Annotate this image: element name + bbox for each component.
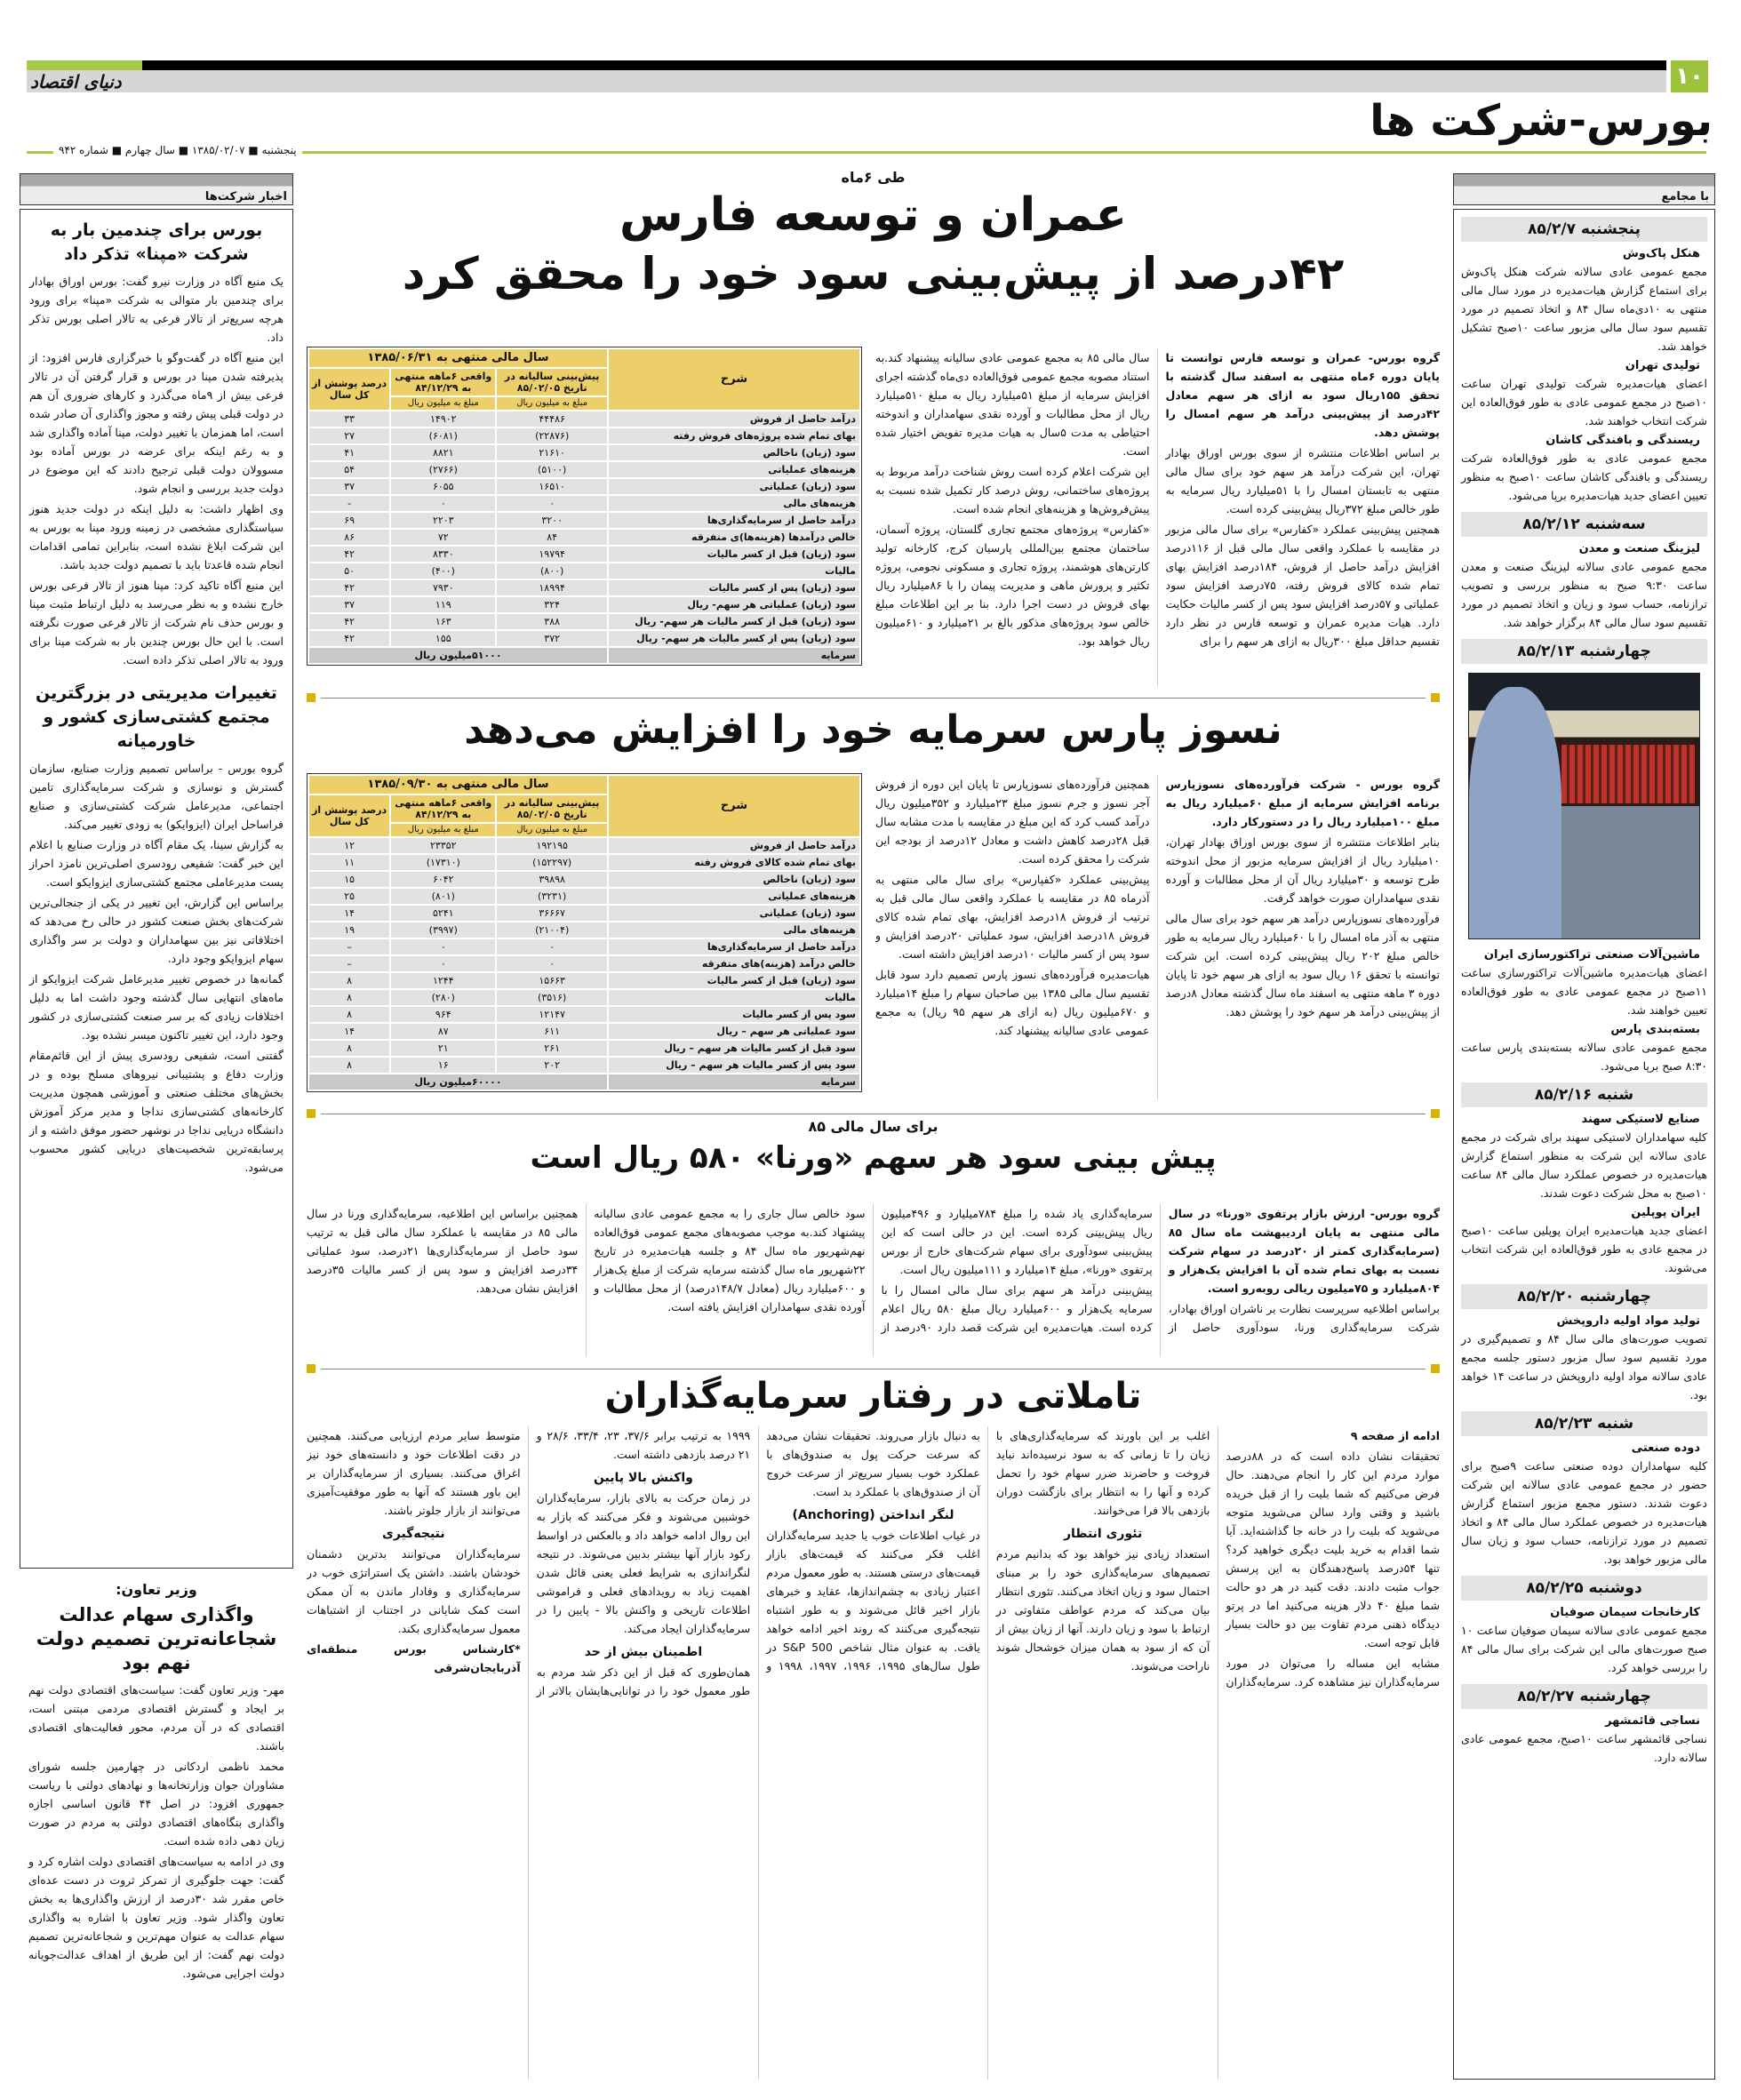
article-kicker: طی ۶ماه xyxy=(841,169,906,186)
paragraph: به دنبال بازار می‌روند. تحقیقات نشان می‌دهد که سرعت حرکت پول به صندوق‌های با عملکرد خوب بسیار سریع‌تر از سرعت خروج آن از صندوق‌های با عملکرد بد است. xyxy=(766,1429,980,1498)
actual-value: (۲۷۶۶) xyxy=(391,462,495,477)
row-description: بهای تمام شده پروژه‌های فروش رفته xyxy=(609,428,859,443)
paragraph: مهر- وزیر تعاون گفت: سیاست‌های اقتصادی دولت نهم بر ایجاد و گسترش اقتصادی مردمی مبتنی است، اقتصادی که در آن مردم، محور فعالیت‌های اقتصادی باشند. xyxy=(28,1683,284,1753)
actual-value: ۸۸۲۱ xyxy=(391,445,495,460)
actual-value: (۳۹۹۷) xyxy=(391,922,495,938)
table-row xyxy=(309,1007,859,1022)
company-name: بسته‌بندی پارس xyxy=(1610,1023,1700,1036)
forecast-value: ۱۹۷۹۴ xyxy=(497,547,607,562)
row-description: مالیات xyxy=(609,563,859,579)
assembly-notice: مجمع عمومی عادی سالانه بسته‌بندی پارس ساعت ۸:۳۰ صبح برپا می‌شود. xyxy=(1461,1041,1707,1073)
paragraph: «کفارس» پروژه‌های مجتمع تجاری گلستان، پروژه آسمان، ساختمان مجتمع بین‌المللی پارسیان کرج، کارخانه تولید کارتن‌های هوشمند، پروژه تجاری و مسکونی نجومی، پروژه تکثیر و پرورش ماهی و مدیریت پیمان را با ۸۶میلیارد ریال بهای فروش در دست اجرا دارد. بنا بر این اطلاعات مبلغ خالص سود پروژه‌های مذکور بالغ بر ۲۱میلیارد و ۶۱۰میلیون ریال خواهد بود. xyxy=(875,523,1150,648)
coverage-percent: ۸ xyxy=(309,1007,389,1022)
forecast-value: ۱۵۶۶۳ xyxy=(497,973,607,988)
paragraph: براساس اطلاعیه سرپرست نظارت بر ناشران اوراق بهادار، شرکت سرمایه‌گذاری ورنا، سودآوری حاصل از سرمایه‌گذاری یاد شده را مبلغ ۷۸۴میلیارد و ۴۹۶میلیون ریال پیش‌بینی کرده است. این در حالی است که این پیش‌بینی سودآوری برای سهام شرکت‌های خارج از بورس پرتفوی «ورنا»، مبلغ ۱۴میلیارد و ۱۱۱میلیون ریال است. xyxy=(881,1207,1440,1334)
financial-table-nasouz-pars xyxy=(307,773,862,1092)
row-description: سود پس از کسر مالیات هر سهم – ریال xyxy=(609,1058,859,1073)
forecast-value: ۱۶۵۱۰ xyxy=(497,479,607,494)
person-silhouette xyxy=(1469,687,1561,938)
column-header-coverage: درصد پوشش از کل سال xyxy=(309,369,389,410)
lead-paragraph: گروه بورس- عمران و توسعه فارس توانست تا پایان دوره ۶ماه منتهی به اسفند سال گذشته با تحقق ۱۵۵ریال سود به ازای هر سهم معادل ۴۲درصد از پیش‌بینی درآمد هر سهم امسال را پوشش دهد. xyxy=(1165,351,1440,439)
forecast-value: ۰ xyxy=(497,939,607,954)
company-news-box xyxy=(20,209,293,1569)
table-header-row xyxy=(309,776,859,794)
article-body xyxy=(875,348,1440,686)
forecast-value: (۲۱۰۰۴) xyxy=(497,922,607,938)
company-name: هنکل پاک‌وش xyxy=(1622,247,1700,260)
right-column xyxy=(1453,173,1715,2080)
table-row xyxy=(309,889,859,904)
day-header: سه‌شنبه ۸۵/۲/۱۲ xyxy=(1461,512,1707,537)
forecast-value: (۳۵۱۶) xyxy=(497,990,607,1005)
table-row xyxy=(309,631,859,646)
assembly-notice: مجمع عمومی عادی به طور فوق‌العاده شرکت ریسندگی و بافندگی کاشان ساعت ۱۰صبح به منظور تعیین اعضای جدید هیات‌مدیره برپا می‌شود. xyxy=(1461,451,1707,502)
actual-value: (۶۰۸۱) xyxy=(391,428,495,443)
coverage-percent: ۱۹ xyxy=(309,922,389,938)
assembly-notice: اعضای هیات‌مدیره شرکت تولیدی تهران ساعت ۱۰صبح در مجمع عمومی عادی به طور فوق‌العاده این شرکت انتخاب خواهند شد. xyxy=(1461,377,1707,427)
actual-value: ۷۹۳۰ xyxy=(391,580,495,595)
capital-label: سرمایه xyxy=(609,648,859,663)
table-row xyxy=(309,1041,859,1056)
paragraph: همچنین فرآورده‌های نسوزپارس تا پایان این دوره از فروش آجر نسوز و جرم نسوز مبلغ ۲۳میلیارد و ۳۵۲میلیون ریال درآمد کسب کرد که این مبلغ در مقایسه با مدت مشابه سال قبل ۲۸درصد کاهش داشت و معادل ۱۲درصد از بودجه این شرکت را محقق کرده است. xyxy=(875,778,1150,866)
paragraph: محمد ناظمی اردکانی در چهارمین جلسه شورای مشاوران جوان وزارتخانه‌ها و نهادهای دولتی با ریاست جمهوری افزود: در اصل ۴۴ قانون اساسی اجازه واگذاری بنگاه‌های اقتصادی دولتی به مردم در صورت زیان دهی داده شده است. xyxy=(28,1760,285,1848)
actual-value: ۰ xyxy=(391,939,495,954)
coverage-percent: ۲۷ xyxy=(309,428,389,443)
column-header-actual: واقعی ۶ماهه منتهی به ۸۴/۱۲/۲۹ xyxy=(391,369,495,395)
row-description: سود (زیان) عملیاتی xyxy=(609,906,859,921)
divider-square xyxy=(1431,1109,1440,1118)
table-row xyxy=(309,922,859,938)
paragraph: وی اظهار داشت: به دلیل اینکه در دولت جدید هنوز سیاستگذاری مشخصی در زمینه ورود مپنا به بورس به این شرکت ابلاغ نشده است، بنابراین تمامی اقدامات انجام شده قاعدتا باید با تصمیم دولت جدید باشد. xyxy=(29,502,284,571)
assembly-notice: تصویب صورت‌های مالی سال ۸۴ و تصمیم‌گیری در مورد تقسیم سود سال مزبور دستور جلسه مجمع عادی سالانه مواد اولیه داروپخش در ساعت ۱۴ خواهد بود. xyxy=(1461,1332,1707,1401)
subheading: لنگر انداختن (Anchoring) xyxy=(792,1508,954,1522)
row-description: سود (زیان) پس از کسر مالیات xyxy=(609,580,859,595)
article-headline: تاملاتی در رفتار سرمایه‌گذاران xyxy=(604,1376,1142,1417)
assembly-notice: اعضای جدید هیات‌مدیره ایران پوپلین ساعت ۱۰صبح در مجمع عادی به طور فوق‌العاده این شرکت انتخاب می‌شوند. xyxy=(1461,1224,1707,1274)
actual-value: ۱۴۹۰۲ xyxy=(391,411,495,427)
paragraph: این شرکت اعلام کرده است روش شناخت درآمد مربوط به پروژه‌های ساختمانی، روش درصد کار تکمیل شده نسبت به پیش‌فروش‌ها و هزینه‌های انجام شده است. xyxy=(875,465,1150,515)
table-row xyxy=(309,428,859,443)
dateline: پنجشنبه ■ ۱۳۸۵/۰۲/۰۷ ■ سال چهارم ■ شماره ۹۴۲ xyxy=(53,144,302,156)
right-column-header: با مجامع xyxy=(1453,173,1715,205)
page-number: ۱۰ xyxy=(1671,60,1708,92)
actual-value: ۷۲ xyxy=(391,530,495,545)
assembly-notice: مجمع عمومی عادی سالانه شرکت هنکل پاک‌وش برای استماع گزارش هیات‌مدیره در مورد سال مالی منتهی به ۱۰دی‌ماه سال ۸۴ و اتخاذ تصمیم در مورد تقسیم سود سال مالی مزبور ساعت ۱۰صبح تشکیل خواهد شد. xyxy=(1461,265,1708,353)
table-row xyxy=(309,445,859,460)
table-row xyxy=(309,462,859,477)
story-body xyxy=(29,759,284,1177)
coverage-percent: ۸ xyxy=(309,1058,389,1073)
row-description: مالیات xyxy=(609,990,859,1005)
assembly-notice: مجمع عمومی عادی سالانه لیزینگ صنعت و معدن ساعت ۹:۳۰ صبح به منظور بررسی و تصویب ترازنامه، حساب سود و زیان و اتخاذ تصمیم در مورد تقسیم سود سال مالی ۸۴ برگزار خواهد شد. xyxy=(1461,560,1707,629)
forecast-value: ۳۸۸ xyxy=(497,614,607,629)
forecast-value: ۰ xyxy=(497,496,607,511)
row-description: سود (زیان) ناخالص xyxy=(609,445,859,460)
table-row xyxy=(309,838,859,853)
coverage-percent: ۴۱ xyxy=(309,445,389,460)
article-body xyxy=(307,1426,1440,2080)
table-row xyxy=(309,973,859,988)
forecast-value: ۱۹۲۱۹۵ xyxy=(497,838,607,853)
capital-value: ۶۰۰۰۰میلیون ریال xyxy=(309,1074,607,1090)
coverage-percent: ۴۲ xyxy=(309,580,389,595)
column-header-actual: واقعی ۶ماهه منتهی به ۸۴/۱۲/۲۹ xyxy=(391,795,495,822)
assemblies-schedule xyxy=(1453,209,1715,2080)
table-row xyxy=(309,547,859,562)
forecast-value: ۱۸۹۹۴ xyxy=(497,580,607,595)
article-varna xyxy=(307,1118,1440,1181)
unit-label: مبلغ به میلیون ریال xyxy=(391,824,495,836)
actual-value: ۱۶۳ xyxy=(391,614,495,629)
actual-value: ۱۶ xyxy=(391,1058,495,1073)
story-headline: تغییرات مدیریتی در بزرگترین مجتمع کشتی‌سازی کشور و خاورمیانه xyxy=(36,683,277,751)
coverage-percent: – xyxy=(309,956,389,971)
paragraph: همچنین پیش‌بینی عملکرد «کفارس» برای سال مالی مزبور در مقایسه با عملکرد واقعی سال مالی قبل از ۱۱۶درصد افزایش درآمد حاصل از فروش، ۱۸۴درصد افزایش بهای تمام شده کالای فروش رفته، ۷۵درصد افزایش سود عملیاتی و ۵۷درصد افزایش سود پس از کسر مالیات حکایت دارد. هیات مدیره عمران و توسعه فارس در نظر دارد تقسیم حداقل مبلغ ۳۰۰ریال به ازای هر سهم را برای xyxy=(1165,523,1440,648)
coverage-percent: ۳۳ xyxy=(309,411,389,427)
table-row xyxy=(309,614,859,629)
day-header: چهارشنبه ۸۵/۲/۲۰ xyxy=(1461,1284,1707,1309)
fiscal-period-header: سال مالی منتهی به ۱۳۸۵/۰۶/۳۱ xyxy=(309,349,607,367)
row-description: سود (زیان) عملیاتی هر سهم- ریال xyxy=(609,597,859,612)
article-headline: عمران و توسعه فارس xyxy=(619,188,1127,242)
row-description: هزینه‌های عملیاتی xyxy=(609,889,859,904)
paragraph: گمانه‌ها در خصوص تغییر مدیرعامل شرکت ایزوایکو از ماه‌های انتهایی سال گذشته وجود داشت اما به دلیل اختلافات زیادی که بر سر صنعت کشتی‌سازی در کشور وجود دارد، این تغییر تاکنون میسر نشده بود. xyxy=(29,972,284,1042)
table-row xyxy=(309,1024,859,1039)
divider-square xyxy=(1431,693,1440,702)
coverage-percent: ۲۵ xyxy=(309,889,389,904)
table-row xyxy=(309,479,859,494)
row-description: درآمد حاصل از فروش xyxy=(609,411,859,427)
top-green-accent xyxy=(27,60,142,70)
row-description: سود (زیان) قبل از کسر مالیات xyxy=(609,547,859,562)
assembly-notice: کلیه سهامداران لاستیکی سهند برای شرکت در مجمع عادی سالانه این شرکت به منظور استماع گزارش هیات‌مدیره در خصوص عملکرد سال مالی ۸۴ ساعت ۱۰صبح به محل شرکت دعوت شدند. xyxy=(1461,1130,1707,1200)
table-row xyxy=(309,580,859,595)
row-description: سود (زیان) قبل از کسر مالیات هر سهم- ریال xyxy=(609,614,859,629)
minister-story xyxy=(20,1569,293,1983)
coverage-percent: ۱۴ xyxy=(309,906,389,921)
day-header: دوشنبه ۸۵/۲/۲۵ xyxy=(1461,1576,1707,1601)
table-row xyxy=(309,872,859,887)
company-name: تولیدی تهران xyxy=(1625,359,1700,372)
coverage-percent: ۶۹ xyxy=(309,513,389,528)
left-column xyxy=(20,173,293,1984)
company-name: لیزینگ صنعت و معدن xyxy=(1578,542,1700,555)
story-body xyxy=(28,1681,284,1983)
paragraph: بنابر اطلاعات منتشره از سوی بورس اوراق بهادار تهران، ۱۰میلیارد ریال از افزایش سرمایه مزبور از محل اندوخته طرح توسعه و ۳۰میلیارد ریال آن از محل مطالبات و آورده نقدی سهامداران صورت خواهد گرفت. xyxy=(1165,835,1440,905)
row-description: هزینه‌های مالی xyxy=(609,496,859,511)
forecast-value: ۴۴۴۸۶ xyxy=(497,411,607,427)
forecast-value: ۸۴ xyxy=(497,530,607,545)
paragraph: همچنین براساس این اطلاعیه، سرمایه‌گذاری ورنا در سال مالی ۸۵ در مقایسه با عملکرد سال مالی قبل به ترتیب سود حاصل از سرمایه‌گذاری‌ها ۲۱درصد، سود عملیاتی ۳۴درصد افزایش و سود پس از کسر مالیات ۳۵درصد افزایش نشان می‌دهد. xyxy=(307,1207,579,1295)
column-header-forecast: پیش‌بینی سالیانه در تاریخ ۸۵/۰۲/۰۵ xyxy=(497,369,607,395)
paragraph: پیش‌بینی عملکرد «کفپارس» برای سال مالی منتهی به آذرماه ۸۵ در مقایسه با عملکرد واقعی سال مالی قبل به ترتیب از فروش ۱۸درصد افزایش، بهای تمام شده کالای فروش ۱۸درصد افزایش، سود عملیاتی ۲۰درصد افزایش و سود پس از کسر مالیات ۱۰درصد افزایش داشته است. xyxy=(875,873,1150,961)
forecast-value: ۳۲۰۰ xyxy=(497,513,607,528)
paragraph: این منبع آگاه تاکید کرد: مپنا هنوز از تالار فرعی بورس خارج نشده و به نظر می‌رسد به دلیل ارتباط مثبت مپنا و بورس حذف نام شرکت از تالار فرعی صورت نگرفته است. با این حال بورس چندین بار به شرکت مپنا برای ورود به تالار اصلی تذکر داده است. xyxy=(29,579,284,667)
coverage-percent: ۵۰ xyxy=(309,563,389,579)
company-name: صنایع لاستیکی سهند xyxy=(1581,1113,1700,1126)
paragraph: استعداد زیادی نیز خواهد بود که بدانیم مردم تصمیم‌های سرمایه‌گذاری خود را بر مبنای احتمال سود و زیان اتخاذ می‌کنند. تئوری انتظار بیان می‌کند که مردم عواطف متفاوتی در ارتباط با سود و زیان دارند. آنها از زیان بیش از آن که از سود به همان میزان خوشحال شوند ناراحت می‌شوند. xyxy=(995,1547,1210,1673)
company-name: ریسندگی و بافندگی کاشان xyxy=(1545,434,1700,447)
row-description: درآمد حاصل از سرمایه‌گذاری‌ها xyxy=(609,513,859,528)
forecast-value: (۳۲۳۱) xyxy=(497,889,607,904)
forecast-value: ۳۶۶۶۷ xyxy=(497,906,607,921)
article-body xyxy=(875,775,1440,1099)
day-header: چهارشنبه ۸۵/۲/۲۷ xyxy=(1461,1684,1707,1709)
forecast-value: ۳۲۴ xyxy=(497,597,607,612)
row-description: سود (زیان) ناخالص xyxy=(609,872,859,887)
coverage-percent: ۱۴ xyxy=(309,1024,389,1039)
row-description: درآمد حاصل از سرمایه‌گذاری‌ها xyxy=(609,939,859,954)
paragraph: فرآورده‌های نسوزپارس درآمد هر سهم خود برای سال مالی منتهی به آذر ماه امسال را با ۶۰میلیارد ریال سرمایه به طور خالص مبلغ ۲۰۲ ریال پیش‌بینی کرده است. این شرکت توانسته با تحقق ۱۶ ریال سود به ازای هر سهم خود تا پایان دوره ۳ ماهه منتهی به اسفند ماه سال گذشته معادل ۸درصد از پیش‌بینی درآمد هر سهم خود را پوشش دهد. xyxy=(1165,912,1440,1018)
unit-label: مبلغ به میلیون ریال xyxy=(497,397,607,410)
column-header-forecast: پیش‌بینی سالیانه در تاریخ ۸۵/۰۲/۰۵ xyxy=(497,795,607,822)
forecast-value: (۸۰۰) xyxy=(497,563,607,579)
table-row xyxy=(309,563,859,579)
paragraph: تحقیقات نشان داده است که در ۸۸درصد موارد مردم این کار را انجام می‌دهند. حال فرض می‌کنیم که شما بلیت را از قبل خریده باشید و وقتی وارد سالن می‌شوید متوجه می‌شوید که بلیت را در خانه جا گذاشته‌اید. آیا شما اقدام به خرید بلیت دیگری خواهید کرد؟ تنها ۵۴درصد پاسخ‌دهندگان به این پرسش جواب مثبت دادند. دقت کنید در هر دو حالت شما مبلغ ۴۰ دلار هزینه می‌کنید اما در پرتو دیدگاه ذهنی مردم تفاوت بین دو حالت بسیار قابل توجه است. xyxy=(1226,1449,1440,1649)
table-row xyxy=(309,411,859,427)
row-description: سود پس از کسر مالیات xyxy=(609,1007,859,1022)
table-row xyxy=(309,597,859,612)
divider-square xyxy=(307,693,315,702)
table-row xyxy=(309,513,859,528)
subheading: نتیجه‌گیری xyxy=(381,1527,445,1541)
day-header: چهارشنبه ۸۵/۲/۱۳ xyxy=(1461,639,1707,664)
coverage-percent: - xyxy=(309,496,389,511)
coverage-percent: ۸ xyxy=(309,990,389,1005)
actual-value: ۱۲۴۴ xyxy=(391,973,495,988)
assembly-notice: نساجی قائمشهر ساعت ۱۰صبح، مجمع عمومی عادی سالانه دارد. xyxy=(1461,1732,1707,1764)
row-description: سود (زیان) قبل از کسر مالیات xyxy=(609,973,859,988)
capital-row xyxy=(309,648,859,663)
coverage-percent: ۱۲ xyxy=(309,838,389,853)
actual-value: ۹۶۴ xyxy=(391,1007,495,1022)
article-kicker: برای سال مالی ۸۵ xyxy=(808,1118,938,1135)
ticker-board xyxy=(1561,745,1695,803)
divider-square xyxy=(307,1109,315,1118)
story-kicker: وزیر تعاون: xyxy=(116,1581,197,1598)
article-headline: نسوز پارس سرمایه خود را افزایش می‌دهد xyxy=(464,707,1282,753)
column-header-description: شرح xyxy=(609,349,859,410)
actual-value: ۲۲۰۳ xyxy=(391,513,495,528)
table-row xyxy=(309,1058,859,1073)
actual-value: ۲۱ xyxy=(391,1041,495,1056)
table-row xyxy=(309,496,859,511)
capital-row xyxy=(309,1074,859,1090)
paragraph: همان‌طوری که قبل از این ذکر شد مردم به طور معمول خود را در توانایی‌هایشان بالاتر از متوسط سایر مردم ارزیابی می‌کنند. همچنین در دقت اطلاعات خود و دانسته‌های خود نیز اغراق می‌کنند. بسیاری از سرمایه‌گذاران بر این باور هستند که آنها به طور موفقیت‌آمیزی می‌توانند از بازار جلوتر باشند. xyxy=(307,1429,751,1697)
newspaper-logo: دنیای اقتصاد xyxy=(30,71,122,92)
paragraph: پیش‌بینی درآمد هر سهم برای سال مالی امسال را با سرمایه یک‌هزار و ۶۰۰میلیارد ریال مبلغ ۵۸۰ ریال اعلام کرده است. هیات‌مدیره این شرکت قصد دارد ۹۰درصد از سود خالص سال جاری را به مجمع عمومی عادی سالیانه پیشنهاد کند.به موجب مصوبه‌های مجمع عمومی فوق‌العاده نهم‌شهریور ماه سال ۸۴ و جلسه هیات‌مدیره در تاریخ ۲۲شهریور ماه سال گذشته سرمایه شرکت از مبلغ یک‌هزار و ۶۰۰میلیارد ریال (معادل ۱۴۸/۷درصد) از محل مطالبات و آورده نقدی سهامداران افزایش یافته است. xyxy=(594,1207,1153,1334)
forecast-value: (۲۲۸۷۶) xyxy=(497,428,607,443)
table-row xyxy=(309,530,859,545)
divider-line xyxy=(321,698,1426,699)
actual-value: ۰ xyxy=(391,956,495,971)
row-description: خالص درآمدها (هزینه‌ها)ی متفرقه xyxy=(609,530,859,545)
actual-value: (۴۰۰) xyxy=(391,563,495,579)
author-note: *کارشناس بورس منطقه‌ای آذربایجان‌شرقی xyxy=(307,1642,521,1674)
row-description: هزینه‌های عملیاتی xyxy=(609,462,859,477)
coverage-percent: – xyxy=(309,939,389,954)
coverage-percent: ۵۴ xyxy=(309,462,389,477)
forecast-value: ۰ xyxy=(497,956,607,971)
table-row xyxy=(309,990,859,1005)
forecast-value: ۱۲۱۴۷ xyxy=(497,1007,607,1022)
row-description: سود قبل از کسر مالیات هر سهم – ریال xyxy=(609,1041,859,1056)
article-emran-fars xyxy=(307,169,1440,303)
company-name: نساجی قائمشهر xyxy=(1605,1714,1700,1728)
forecast-value: ۲۶۱ xyxy=(497,1041,607,1056)
row-description: بهای تمام شده کالای فروش رفته xyxy=(609,855,859,870)
paragraph: وی در ادامه به سیاست‌های اقتصادی دولت اشاره کرد و گفت: جهت جلوگیری از تمرکز ثروت در دست عده‌ای خاص مقرر شد ۳۰درصد از ارزش واگذاری‌ها به بخش تعاون واگذار شود. وزیر تعاون با اشاره به واگذاری سهام عدالت به عنوان مهم‌ترین و شجاعانه‌ترین تصمیم دولت نهم گفت: از این طریق از اهداف عدالت‌جویانه دولت اجرایی می‌شود. xyxy=(28,1855,284,1980)
company-name: ایران پوپلین xyxy=(1631,1206,1700,1219)
actual-value: ۶۰۴۲ xyxy=(391,872,495,887)
fiscal-period-header: سال مالی منتهی به ۱۳۸۵/۰۹/۳۰ xyxy=(309,776,607,794)
coverage-percent: ۳۷ xyxy=(309,479,389,494)
actual-value: ۵۲۴۱ xyxy=(391,906,495,921)
coverage-percent: ۸۶ xyxy=(309,530,389,545)
actual-value: ۰ xyxy=(391,496,495,511)
paragraph: مشابه این مساله را می‌توان در مورد سرمایه‌گذاران نیز مشاهده کرد. سرمایه‌گذاران اغلب بر این باورند که سرمایه‌گذاری‌های با زیان را تا زمانی که به سود نرسیده‌اند نباید فروخت و حاضرند ضرر سهام خود را تحمل کرده و آنها را به انتظار برای بازگشت دوران بازدهی بالا فرا می‌خوانند. xyxy=(995,1429,1440,1689)
financial-table-emran-fars xyxy=(307,347,862,666)
forecast-value: (۵۱۰۰) xyxy=(497,462,607,477)
subheading: اطمینان بیش از حد xyxy=(584,1645,703,1659)
unit-label: مبلغ به میلیون ریال xyxy=(497,824,607,836)
story-headline: بورس برای چندمین بار به شرکت «مپنا» تذکر داد xyxy=(50,220,263,264)
row-description: خالص درآمد (هزینه)های متفرقه xyxy=(609,956,859,971)
article-headline: پیش بینی سود هر سهم «ورنا» ۵۸۰ ریال است xyxy=(530,1140,1217,1176)
row-description: درآمد حاصل از فروش xyxy=(609,838,859,853)
capital-label: سرمایه xyxy=(609,1074,859,1090)
actual-value: ۱۱۹ xyxy=(391,597,495,612)
lead-paragraph: گروه بورس- ارزش بازار پرتفوی «ورنا» در سال مالی منتهی به پایان اردیبهشت ماه سال ۸۵ (سرمایه‌گذاری کمتر از ۲۰درصد در سهام شرکت نسبت به بهای تمام شده آن با افزایش یک‌هزار و ۸۰۴میلیارد و ۷۵میلیون ریالی روبه‌رو است. xyxy=(1168,1207,1440,1295)
article-headline: ۴۲درصد از پیش‌بینی سود خود را محقق کرد xyxy=(402,248,1345,299)
actual-value: (۸۰۱) xyxy=(391,889,495,904)
actual-value: ۱۵۵ xyxy=(391,631,495,646)
company-name: کارخانجات سیمان صوفیان xyxy=(1550,1606,1700,1619)
paragraph: گفتنی است، شفیعی رودسری پیش از این قائم‌مقام وزارت دفاع و پشتیبانی نیروهای مسلح بوده و در بخش‌های مختلف صنعتی و آموزشی همچون مدیریت کارخانه‌های کشتی‌سازی نداجا و مدیر مرکز آموزش دانشگاه دریایی نداجا در نوشهر حضور موفق داشته و از پرسابقه‌ترین شخصیت‌های دریایی کشور محسوب می‌شود. xyxy=(29,1049,284,1174)
actual-value: ۸۳۳۰ xyxy=(391,547,495,562)
forecast-value: ۶۱۱ xyxy=(497,1024,607,1039)
paragraph: یک منبع آگاه در وزارت نیرو گفت: بورس اوراق بهادار برای چندمین بار متوالی به شرکت «مپنا» برای ورود هرچه سریع‌تر از تالار فرعی به تالار اصلی بورس تذکر داد. xyxy=(29,275,284,344)
paragraph: در زمان حرکت به بالای بازار، سرمایه‌گذاران خوشبین می‌شوند و فکر می‌کنند که بازار به این روال ادامه خواهد داد و بالعکس در اواسط رکود بازار آنها بیشتر بدبین می‌شوند. در نتیجه لنگراندازی به شرایط فعلی یعنی قائل شدن اهمیت زیاد به رویدادهای فعلی و فراموشی اطلاعات تاریخی و واکنش بالا - پایین را در سرمایه‌گذاران ایجاد می‌کند. xyxy=(536,1491,751,1635)
section-divider xyxy=(307,693,1440,702)
forecast-value: ۲۱۶۱۰ xyxy=(497,445,607,460)
story-body xyxy=(29,272,284,669)
coverage-percent: ۸ xyxy=(309,973,389,988)
coverage-percent: ۴۲ xyxy=(309,547,389,562)
day-header: پنجشنبه ۸۵/۲/۷ xyxy=(1461,217,1707,242)
section-divider xyxy=(307,1109,1440,1118)
forecast-value: ۳۷۲ xyxy=(497,631,607,646)
unit-label: مبلغ به میلیون ریال xyxy=(391,397,495,410)
forecast-value: ۳۹۸۹۸ xyxy=(497,872,607,887)
top-black-bar xyxy=(27,60,1666,70)
paragraph: سال مالی ۸۵ به مجمع عمومی عادی سالیانه پیشنهاد کند.به استناد مصوبه مجمع عمومی فوق‌العاده دی‌ماه گذشته اجرای افزایش سرمایه از مبلغ ۵۱میلیارد ریال به مبلغ ۵۱۰میلیارد ریال از محل مطالبات و آورده نقدی سهامداران و اندوخته احتیاطی به مدت ۵سال به هیات مدیره تفویض اختیار شده است. xyxy=(875,351,1150,458)
capital-value: ۵۱۰۰۰میلیون ریال xyxy=(309,648,607,663)
day-header: شنبه ۸۵/۲/۱۶ xyxy=(1461,1082,1707,1107)
paragraph: براساس این گزارش، این تغییر در یکی از جنجالی‌ترین شرکت‌های بخش صنعت کشور در حالی رخ می‌دهد که اختلافاتی نیز بین سهامداران و دولت بر سر واگذاری سهام ایزوایکو وجود دارد. xyxy=(29,896,284,965)
row-description: سود عملیاتی هر سهم – ریال xyxy=(609,1024,859,1039)
story-headline: واگذاری سهام عدالت شجاعانه‌ترین تصمیم دولت نهم بود xyxy=(36,1604,277,1673)
table-row xyxy=(309,956,859,971)
stock-exchange-photo xyxy=(1468,673,1700,939)
actual-value: ۸۷ xyxy=(391,1024,495,1039)
actual-value: (۲۸۰) xyxy=(391,990,495,1005)
paragraph: در غیاب اطلاعات خوب یا جدید سرمایه‌گذاران اغلب فکر می‌کنند که قیمت‌های بازار قیمت‌های درستی هستند. به طور معمول مردم اعتبار زیادی به چشم‌اندازها، عقاید و خبرهای بازار اخیر قائل می‌شوند و به طور اشتباه نتیجه‌گیری می‌کنند که روند اخیر ادامه خواهد یافت. به عنوان مثال شاخص S&P 500 در طول سال‌های ۱۹۹۵، ۱۹۹۶، ۱۹۹۷، ۱۹۹۸ و ۱۹۹۹ به ترتیب برابر ۳۷/۶، ۲۳، ۳۳/۴، ۲۸/۶ و ۲۱ درصد بازدهی داشته است. xyxy=(536,1429,980,1673)
row-description: سود (زیان) عملیاتی xyxy=(609,479,859,494)
table-row xyxy=(309,855,859,870)
paragraph: این منبع آگاه در گفت‌وگو با خبرگزاری فارس افزود: از پذیرفته شدن مپنا در بورس و قرار گرفتن آن در تالار فرعی بیش از ۹ماه می‌گذرد و کارهای ضروری آن هم در دولت قبلی پیش رفته و مجوز واگذاری آن صادر شده است، اما همزمان با تغییر دولت، مپنا آماده واگذاری شد و به رغم اینکه برای عرضه در بورس آماده بود مسوولان دولت قبلی ترجیح دادند که این موضوع در دولت جدید بررسی و انجام شود. xyxy=(29,351,284,495)
company-name: دوده صنعتی xyxy=(1631,1441,1700,1455)
actual-value: ۲۳۳۵۲ xyxy=(391,838,495,853)
row-description: سود (زیان) پس از کسر مالیات هر سهم- ریال xyxy=(609,631,859,646)
paragraph: سرمایه‌گذاران می‌توانند بدترین دشمنان خودشان باشند. داشتن یک استراتژی خوب در سرمایه‌گذاری و وفادار ماندن به آن ممکن است کمک شایانی در اجتناب از اشتباهات معمول سرمایه‌گذاری بکند. xyxy=(307,1547,521,1635)
table-header-row xyxy=(309,349,859,367)
subheading: واکنش بالا پایین xyxy=(593,1471,693,1485)
column-header-coverage: درصد پوشش از کل سال xyxy=(309,795,389,836)
lead-paragraph: گروه بورس - شرکت فرآورده‌های نسوزپارس برنامه افزایش سرمایه از مبلغ ۶۰میلیارد ریال به مبلغ ۱۰۰میلیارد ریال را در دستورکار دارد. xyxy=(1165,778,1440,828)
forecast-value: ۲۰۲ xyxy=(497,1058,607,1073)
subheading: تئوری انتظار xyxy=(1063,1527,1143,1541)
coverage-percent: ۳۷ xyxy=(309,597,389,612)
continued-note: ادامه از صفحه ۹ xyxy=(1350,1429,1440,1442)
coverage-percent: ۸ xyxy=(309,1041,389,1056)
left-column-header: اخبار شرکت‌ها xyxy=(20,173,293,205)
article-body xyxy=(307,1204,1440,1357)
section-title: بورس-شرکت ها xyxy=(1370,96,1713,146)
coverage-percent: ۴۲ xyxy=(309,631,389,646)
masthead-band xyxy=(27,70,1666,92)
table-row xyxy=(309,906,859,921)
paragraph: گروه بورس - براساس تصمیم وزارت صنایع، سازمان گسترش و نوسازی و شرکت سرمایه‌گذاری تامین اجتماعی، مدیرعامل شرکت کشتی‌سازی و صنایع فراساحل ایران (ایزوایکو) به زودی تغییر می‌کند. xyxy=(29,762,284,831)
company-name: ماشین‌آلات صنعتی تراکتورسازی ایران xyxy=(1483,948,1700,962)
coverage-percent: ۴۲ xyxy=(309,614,389,629)
assembly-notice: کلیه سهامداران دوده صنعتی ساعت ۹صبح برای حضور در مجمع عمومی عادی سالانه این شرکت دعوت شدند. دستور مجمع مزبور استماع گزارش هیات‌مدیره در خصوص عملکرد سال مالی ۸۴ و اتخاذ تصمیم در مورد ترازنامه، حساب سود و زیان سال مالی مزبور خواهد بود. xyxy=(1461,1459,1708,1566)
coverage-percent: ۱۵ xyxy=(309,872,389,887)
paragraph: هیات‌مدیره فرآورده‌های نسوز پارس تصمیم دارد سود قابل تقسیم سال مالی ۱۳۸۵ بین صاحبان سهام را مبلغ ۱۴میلیارد و ۶۷۰میلیون ریال (به ازای هر سهم ۹۵ ریال) به مجمع عمومی عادی سالیانه پیشنهاد کند. xyxy=(875,968,1150,1037)
day-header: شنبه ۸۵/۲/۲۳ xyxy=(1461,1411,1707,1436)
assembly-notice: مجمع عمومی عادی سالانه سیمان صوفیان ساعت ۱۰ صبح صورت‌های مالی این شرکت برای سال مالی ۸۴ را بررسی خواهد کرد. xyxy=(1461,1624,1707,1674)
actual-value: (۱۷۳۱۰) xyxy=(391,855,495,870)
company-name: تولید مواد اولیه داروپخش xyxy=(1556,1314,1700,1328)
actual-value: ۶۰۵۵ xyxy=(391,479,495,494)
paragraph: به گزارش سینا، یک مقام آگاه در وزارت صنایع با اعلام این خبر گفت: شفیعی رودسری اصلی‌ترین نامزد احراز پست مدیرعاملی مجتمع کشتی‌سازی ایزوایکو است. xyxy=(29,838,284,889)
forecast-value: (۱۵۲۲۹۷) xyxy=(497,855,607,870)
assembly-notice: اعضای هیات‌مدیره ماشین‌آلات تراکتورسازی ساعت ۱۱صبح در مجمع عمومی عادی به طور فوق‌العاده تعیین خواهند شد. xyxy=(1461,966,1707,1017)
row-description: هزینه‌های مالی xyxy=(609,922,859,938)
table-row xyxy=(309,939,859,954)
coverage-percent: ۱۱ xyxy=(309,855,389,870)
paragraph: بر اساس اطلاعات منتشره از سوی بورس اوراق بهادار تهران، این شرکت درآمد هر سهم خود برای سال مالی منتهی به تابستان امسال را با ۵۱میلیارد ریال سرمایه به طور خالص مبلغ ۳۷۲ریال پیش‌بینی کرده است. xyxy=(1165,446,1440,515)
column-header-description: شرح xyxy=(609,776,859,836)
